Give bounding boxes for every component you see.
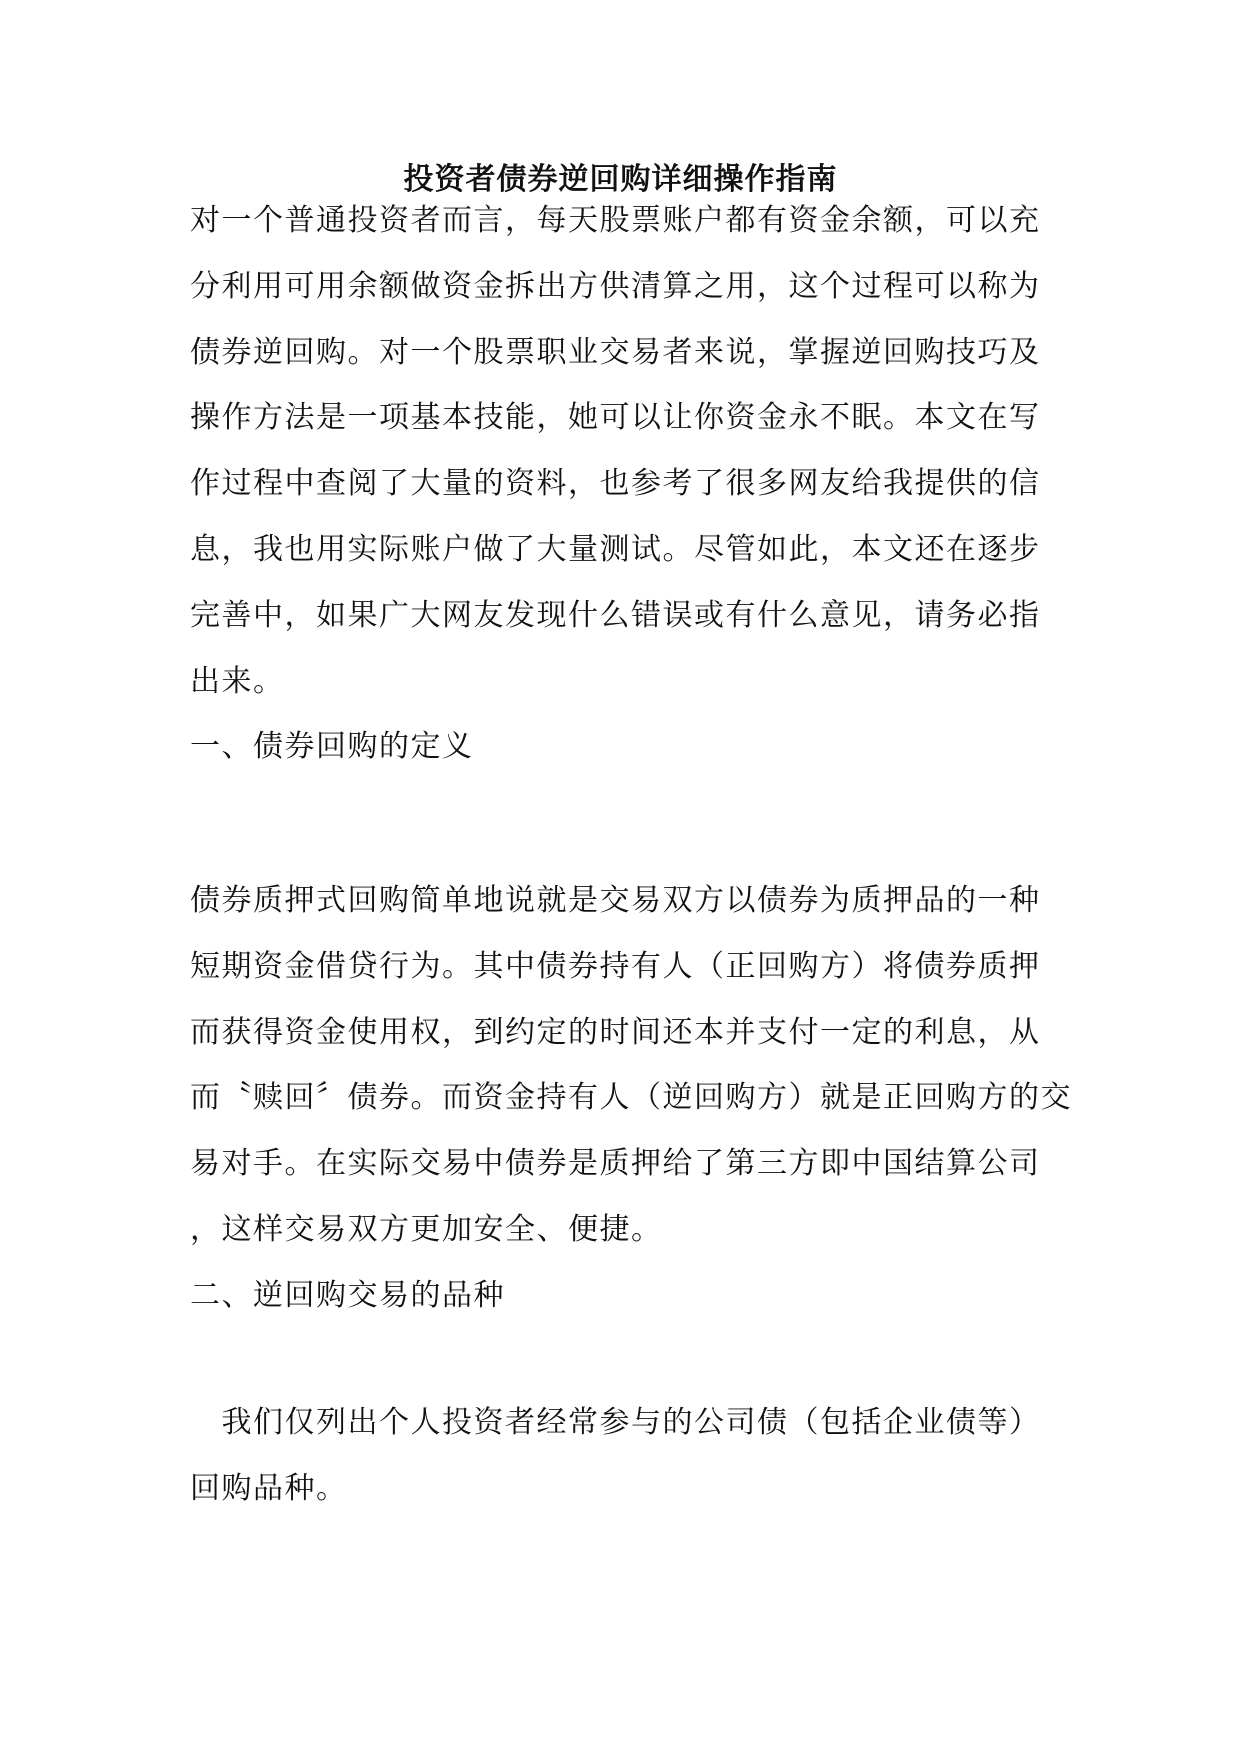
- section2-paragraph: [190, 1390, 1042, 1522]
- paragraph-line: 作过程中查阅了大量的资料，也参考了很多网友给我提供的信: [190, 466, 1041, 502]
- paragraph-line: 债券逆回购。对一个股票职业交易者来说，掌握逆回购技巧及: [190, 334, 1041, 370]
- paragraph-line: 操作方法是一项基本技能，她可以让你资金永不眠。本文在写: [190, 400, 1041, 436]
- paragraph-line: 我们仅列出个人投资者经常参与的公司债（包括企业债等）: [190, 1405, 1041, 1440]
- paragraph-line: 回购品种。: [190, 1470, 348, 1506]
- paragraph-line: 出来。: [190, 663, 285, 699]
- section1-paragraph: [190, 868, 1072, 1329]
- paragraph-line: 完善中，如果广大网友发现什么错误或有什么意见，请务必指: [190, 597, 1041, 633]
- paragraph-line: ，这样交易双方更加安全、便捷。: [190, 1211, 663, 1247]
- paragraph-line: 债券质押式回购简单地说就是交易双方以债券为质押品的一种: [190, 883, 1041, 918]
- paragraph-line: 而获得资金使用权，到约定的时间还本并支付一定的利息，从: [190, 1014, 1041, 1050]
- intro-paragraph: [190, 188, 1042, 780]
- paragraph-line: 易对手。在实际交易中债券是质押给了第三方即中国结算公司: [190, 1146, 1041, 1182]
- paragraph-line: 短期资金借贷行为。其中债券持有人（正回购方）将债券质押: [190, 948, 1041, 984]
- paragraph-line: 分利用可用余额做资金拆出方供清算之用，这个过程可以称为: [190, 268, 1041, 304]
- document-title: 投资者债券逆回购详细操作指南: [403, 162, 838, 197]
- paragraph-line: 而〝赎回〞债券。而资金持有人（逆回购方）就是正回购方的交: [190, 1080, 1072, 1116]
- paragraph-line: 息，我也用实际账户做了大量测试。尽管如此，本文还在逐步: [190, 531, 1041, 567]
- section-heading: 一、债券回购的定义: [190, 729, 474, 765]
- paragraph-line: 对一个普通投资者而言，每天股票账户都有资金余额，可以充: [190, 203, 1041, 238]
- section-heading: 二、逆回购交易的品种: [190, 1277, 505, 1313]
